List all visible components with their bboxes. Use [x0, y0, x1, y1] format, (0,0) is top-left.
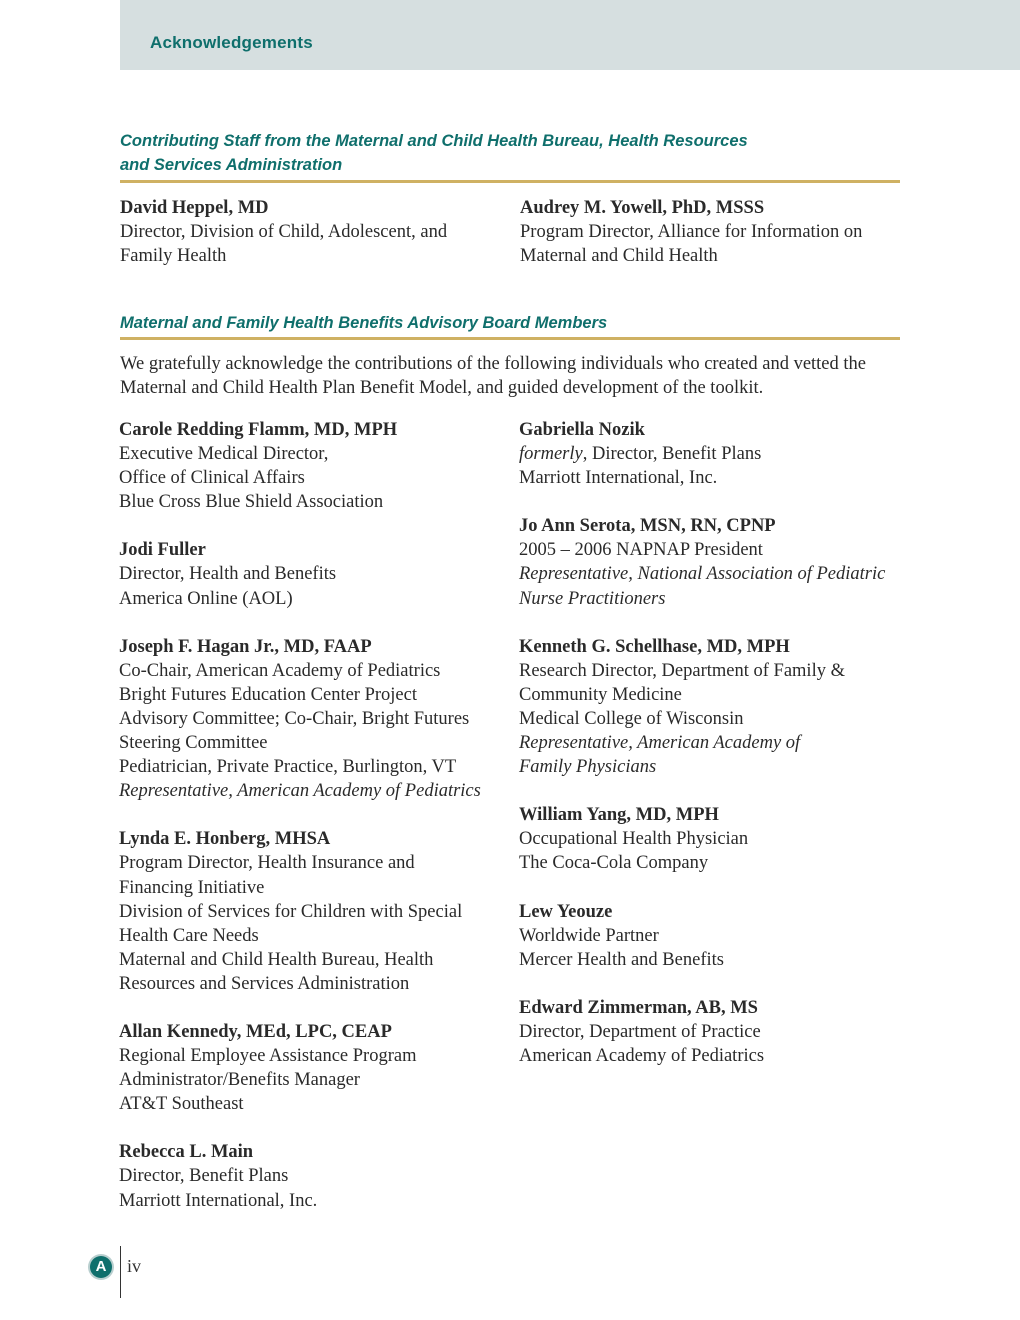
page-title: Acknowledgements — [150, 33, 313, 52]
person-detail: Financing Initiative — [119, 877, 265, 898]
staff-entry — [520, 196, 900, 268]
detail-text: , Director, Benefit Plans — [582, 444, 762, 465]
person-name: Audrey M. Yowell, PhD, MSSS — [520, 198, 765, 218]
member-entry — [519, 900, 899, 972]
person-detail: Program Director, Health Insurance and — [119, 853, 415, 874]
person-detail: Office of Clinical Affairs — [119, 468, 305, 489]
heading-line: Contributing Staff from the Maternal and Child Health Bureau, Health Resources — [120, 132, 748, 150]
gold-divider — [120, 337, 900, 340]
person-detail: Marriott International, Inc. — [119, 1190, 318, 1211]
person-name: William Yang, MD, MPH — [519, 805, 719, 826]
person-representation: Representative, National Association of Pediatric — [519, 564, 886, 585]
person-detail: AT&T Southeast — [119, 1094, 244, 1115]
person-detail: Regional Employee Assistance Program — [119, 1046, 417, 1067]
person-name: Kenneth G. Schellhase, MD, MPH — [519, 636, 790, 657]
person-detail: Blue Cross Blue Shield Association — [119, 492, 384, 513]
person-name: Rebecca L. Main — [119, 1142, 254, 1163]
person-detail: Research Director, Department of Family & — [519, 660, 845, 681]
member-entry — [119, 1140, 499, 1212]
board-section-heading: Maternal and Family Health Benefits Advisory Board Members — [120, 314, 608, 332]
person-name: Gabriella Nozik — [519, 420, 645, 440]
person-detail: Mercer Health and Benefits — [519, 949, 724, 970]
person-detail: Worldwide Partner — [519, 925, 659, 946]
member-entry — [119, 538, 499, 610]
header-band — [120, 0, 1020, 70]
board-right-column — [519, 418, 899, 1092]
person-detail: Division of Services for Children with Special — [119, 901, 463, 922]
person-representation: Nurse Practitioners — [519, 588, 666, 609]
person-detail: Health Care Needs — [119, 925, 259, 946]
member-entry — [519, 996, 899, 1068]
intro-line: Maternal and Child Health Plan Benefit Model, and guided development of the toolkit. — [120, 378, 764, 399]
person-detail: Steering Committee — [119, 733, 268, 754]
person-name: David Heppel, MD — [120, 198, 269, 218]
intro-line: We gratefully acknowledge the contributions of the following individuals who created and vetted the — [120, 354, 866, 374]
intro-paragraph — [120, 352, 910, 400]
person-detail: Director, Benefit Plans — [119, 1166, 289, 1187]
member-entry — [519, 418, 899, 490]
member-entry — [119, 1020, 499, 1116]
appendix-badge-icon: A — [90, 1256, 112, 1278]
gold-divider — [120, 180, 900, 183]
person-representation: Family Physicians — [519, 757, 657, 778]
person-detail: Director, Department of Practice — [519, 1021, 761, 1042]
person-representation: Representative, American Academy of — [519, 733, 801, 754]
staff-entry — [120, 196, 500, 268]
person-detail: Co-Chair, American Academy of Pediatrics — [119, 660, 441, 681]
person-detail: 2005 – 2006 NAPNAP President — [519, 540, 763, 561]
person-detail: Family Health — [120, 246, 227, 267]
staff-section-heading — [120, 129, 900, 177]
person-name: Lynda E. Honberg, MHSA — [119, 829, 331, 850]
person-detail: Community Medicine — [519, 684, 682, 705]
person-name: Lew Yeouze — [519, 901, 613, 922]
person-name: Allan Kennedy, MEd, LPC, CEAP — [119, 1021, 392, 1042]
page-number: iv — [127, 1256, 142, 1276]
person-detail — [519, 442, 899, 466]
person-detail: American Academy of Pediatrics — [519, 1045, 765, 1066]
person-name: Edward Zimmerman, AB, MS — [519, 997, 758, 1018]
person-detail: Program Director, Alliance for Information on — [520, 222, 863, 243]
member-entry — [519, 635, 899, 780]
person-name: Jo Ann Serota, MSN, RN, CPNP — [519, 516, 776, 537]
person-name: Jodi Fuller — [119, 540, 206, 561]
person-name: Carole Redding Flamm, MD, MPH — [119, 420, 398, 440]
member-entry — [519, 514, 899, 610]
person-detail: Director, Health and Benefits — [119, 564, 337, 585]
person-detail: Resources and Services Administration — [119, 973, 410, 994]
footer-divider — [120, 1246, 121, 1298]
formerly-label: formerly — [519, 444, 583, 465]
person-detail: Maternal and Child Health — [520, 246, 718, 267]
person-representation: Representative, American Academy of Pediatrics — [119, 781, 481, 802]
person-detail: Bright Futures Education Center Project — [119, 684, 417, 705]
person-detail: Director, Division of Child, Adolescent, and — [120, 222, 448, 243]
member-entry — [519, 803, 899, 875]
member-entry — [119, 827, 499, 996]
person-detail: Pediatrician, Private Practice, Burlington, VT — [119, 757, 457, 778]
person-name: Joseph F. Hagan Jr., MD, FAAP — [119, 636, 372, 657]
person-detail: Marriott International, Inc. — [519, 468, 718, 489]
member-entry — [119, 418, 499, 514]
person-detail: Occupational Health Physician — [519, 829, 749, 850]
member-entry — [119, 635, 499, 804]
person-detail: Executive Medical Director, — [119, 444, 329, 465]
person-detail: Medical College of Wisconsin — [519, 708, 744, 729]
person-detail: The Coca-Cola Company — [519, 853, 709, 874]
person-detail: America Online (AOL) — [119, 588, 293, 609]
board-left-column — [119, 418, 499, 1237]
heading-line: and Services Administration — [120, 156, 343, 174]
person-detail: Maternal and Child Health Bureau, Health — [119, 949, 434, 970]
person-detail: Advisory Committee; Co-Chair, Bright Futures — [119, 708, 470, 729]
person-detail: Administrator/Benefits Manager — [119, 1070, 360, 1091]
